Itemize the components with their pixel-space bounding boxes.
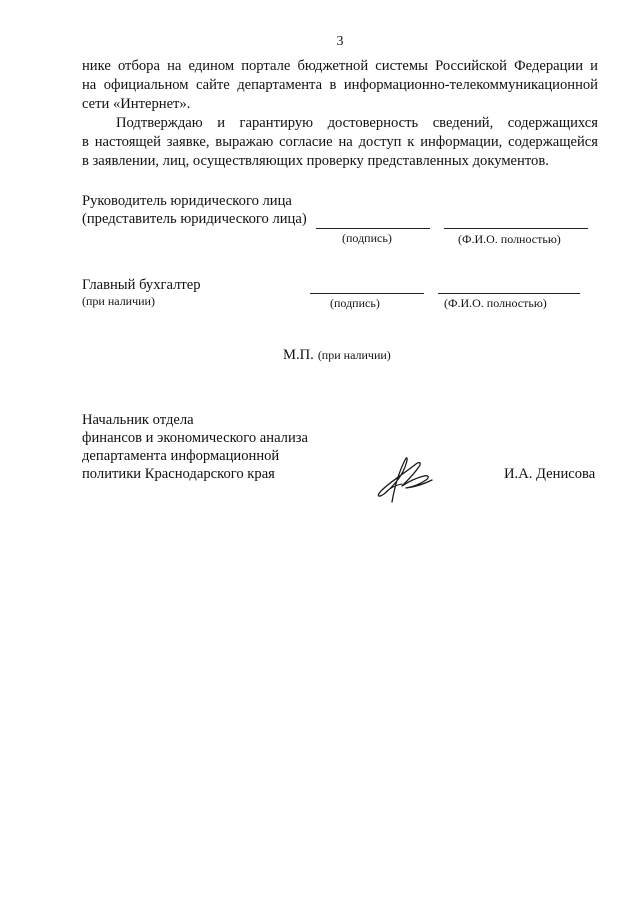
paragraph-1-line-1-text: нике отбора на едином портале бюджетной системы Российской Федерации и xyxy=(82,58,598,74)
stamp-placeholder xyxy=(283,346,391,364)
head-signature-line xyxy=(316,228,430,229)
accountant-note: (при наличии) xyxy=(82,294,155,308)
accountant-name-line xyxy=(438,293,580,294)
signatory-position-line-2: финансов и экономического анализа xyxy=(82,430,309,446)
head-signature-hint: (подпись) xyxy=(342,231,392,245)
head-title-line-2: (представитель юридического лица) xyxy=(82,211,307,227)
stamp-label: М.П. xyxy=(283,347,314,363)
page-number: 3 xyxy=(336,34,344,49)
head-title-line-1: Руководитель юридического лица xyxy=(82,193,292,209)
head-name-line xyxy=(444,228,588,229)
signatory-position-line-4: политики Краснодарского края xyxy=(82,466,275,482)
paragraph-1-line-3: сети «Интернет». xyxy=(82,96,191,112)
paragraph-1-line-1 xyxy=(82,57,598,76)
paragraph-2-line-1 xyxy=(116,114,598,133)
paragraph-2-line-3: в заявлении, лиц, осуществляющих проверку представленных документов. xyxy=(82,153,549,169)
accountant-signature-line xyxy=(310,293,424,294)
paragraph-1-line-2 xyxy=(82,76,598,95)
accountant-signature-hint: (подпись) xyxy=(330,296,380,310)
stamp-note: (при наличии) xyxy=(317,348,391,362)
head-name-hint: (Ф.И.О. полностью) xyxy=(458,232,561,246)
paragraph-2-line-1-text: Подтверждаю и гарантирую достоверность сведений, содержащихся xyxy=(116,115,598,131)
signatory-position-line-1: Начальник отдела xyxy=(82,412,194,428)
paragraph-2-line-2 xyxy=(82,133,598,152)
accountant-name-hint: (Ф.И.О. полностью) xyxy=(444,296,547,310)
signatory-position-line-3: департамента информационной xyxy=(82,448,280,464)
paragraph-2-line-2-text: в настоящей заявке, выражаю согласие на доступ к информации, содержащейся xyxy=(82,134,598,150)
handwritten-signature xyxy=(372,454,436,506)
signatory-name: И.А. Денисова xyxy=(504,466,596,482)
accountant-title: Главный бухгалтер xyxy=(82,277,201,293)
paragraph-1-line-2-text: на официальном сайте департамента в информационно-телекоммуникационной xyxy=(82,77,598,93)
